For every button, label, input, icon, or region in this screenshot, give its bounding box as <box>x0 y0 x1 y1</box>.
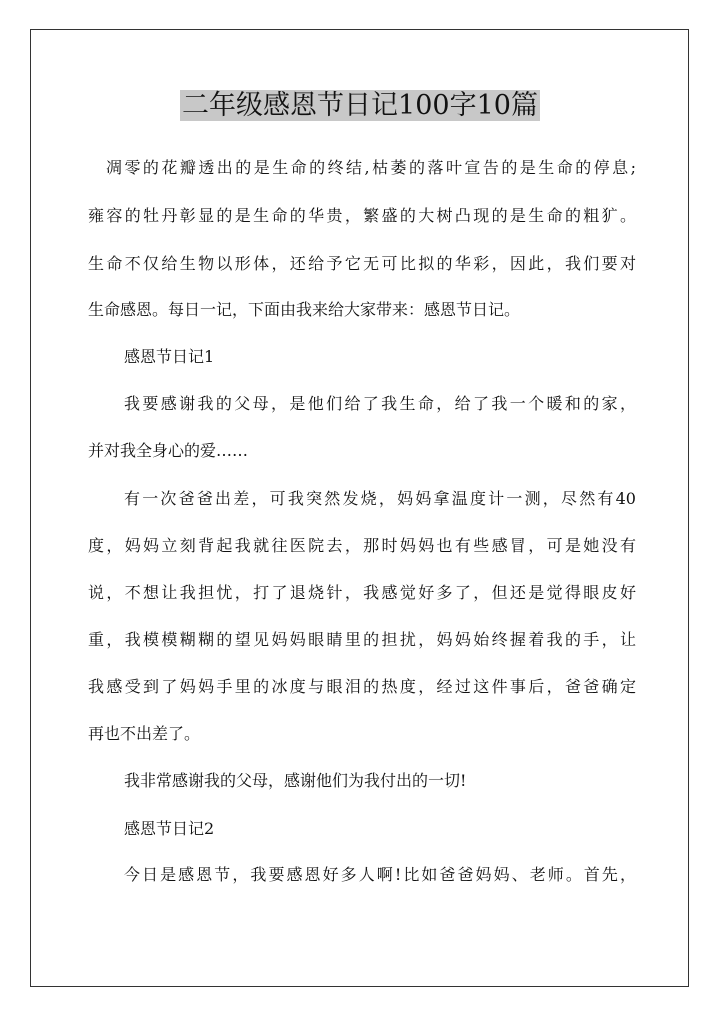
paragraph-line: 有一次爸爸出差，可我突然发烧，妈妈拿温度计一测，尽然有40 <box>124 489 636 508</box>
paragraph-line: 雍容的牡丹彰显的是生命的华贵，繁盛的大树凸现的是生命的粗犷。 <box>88 206 636 225</box>
paragraph-line: 生命感恩。每日一记，下面由我来给大家带来：感恩节日记。 <box>88 300 521 319</box>
document-title <box>0 86 720 126</box>
paragraph-line: 凋零的花瓣透出的是生命的终结,枯萎的落叶宣告的是生命的停息; <box>106 158 636 177</box>
document-title-text: 二年级感恩节日记100字10篇 <box>182 90 538 121</box>
paragraph-line: 我非常感谢我的父母，感谢他们为我付出的一切! <box>124 771 467 790</box>
paragraph-line: 再也不出差了。 <box>88 724 201 743</box>
paragraph-line: 我要感谢我的父母，是他们给了我生命，给了我一个暖和的家， <box>124 394 636 413</box>
paragraph-line: 度，妈妈立刻背起我就往医院去，那时妈妈也有些感冒，可是她没有 <box>88 536 636 555</box>
section-heading: 感恩节日记2 <box>124 819 215 838</box>
paragraph-line: 并对我全身心的爱…… <box>88 441 249 460</box>
paragraph-line: 我感受到了妈妈手里的冰度与眼泪的热度，经过这件事后，爸爸确定 <box>88 677 636 696</box>
paragraph-line: 重，我模模糊糊的望见妈妈眼睛里的担扰，妈妈始终握着我的手，让 <box>88 630 636 649</box>
section-heading: 感恩节日记1 <box>124 347 215 366</box>
paragraph-line: 生命不仅给生物以形体，还给予它无可比拟的华彩，因此，我们要对 <box>88 254 636 273</box>
paragraph-line: 说，不想让我担忧，打了退烧针，我感觉好多了，但还是觉得眼皮好 <box>88 583 636 602</box>
paragraph-line: 今日是感恩节，我要感恩好多人啊!比如爸爸妈妈、老师。首先， <box>124 865 636 884</box>
